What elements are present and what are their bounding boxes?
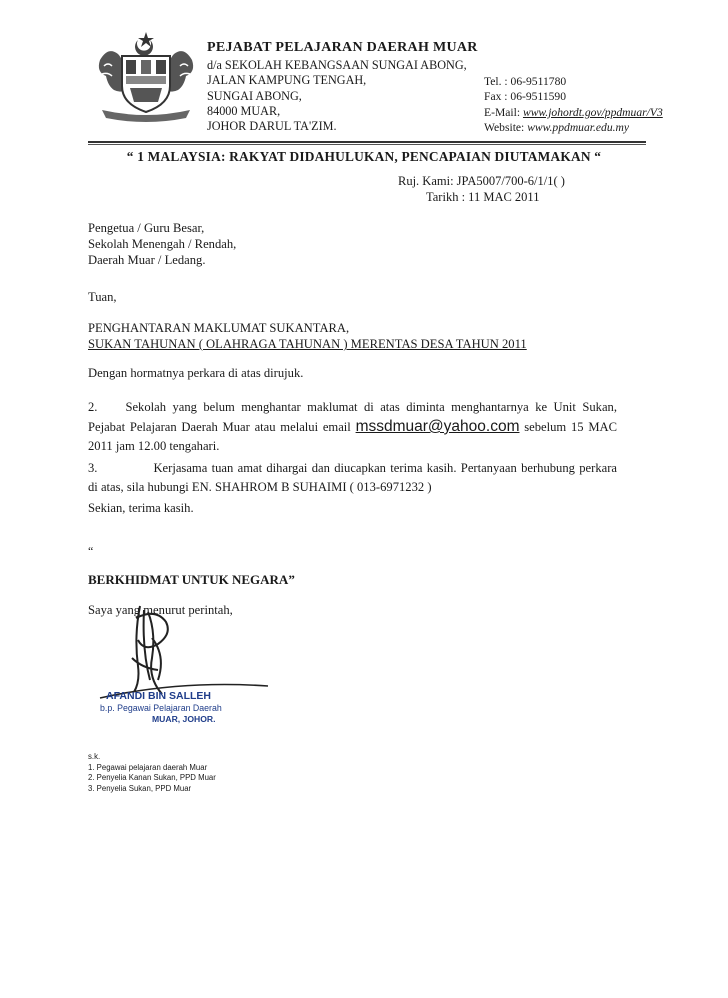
slogan: BERKHIDMAT UNTUK NEGARA” xyxy=(88,572,295,587)
website-label: Website: xyxy=(484,120,528,134)
paragraph-3 xyxy=(88,459,617,497)
copies-item: 2. Penyelia Kanan Sukan, PPD Muar xyxy=(88,773,216,783)
salutation: Tuan, xyxy=(88,290,117,304)
address-line: SUNGAI ABONG, xyxy=(207,88,302,103)
paragraph-2 xyxy=(88,398,617,456)
website-line xyxy=(484,120,663,135)
sign-off-line: Saya yang menurut perintah, xyxy=(88,603,233,617)
tel-number: Tel. : 06-9511780 xyxy=(484,75,567,88)
email-label: E-Mail: xyxy=(484,105,523,119)
office-address xyxy=(207,58,467,134)
paragraph-text: Sekolah yang belum menghantar maklumat di atas diminta menghantarnya ke Unit Sukan, Pejabat Pelajaran Daerah Muar atau melalui email xyxy=(88,400,617,434)
reference-number: Ruj. Kami: JPA5007/700-6/1/1( ) xyxy=(398,174,565,188)
address-line: d/a SEKOLAH KEBANGSAAN SUNGAI ABONG, xyxy=(207,58,467,72)
office-contact xyxy=(484,74,663,135)
paragraph-text: Kerjasama tuan amat dihargai dan diucapkan terima kasih. Pertanyaan berhubung perkara di atas, sila hubungi EN. SHAHROM B SUHAIMI ( 013-6971232 ) xyxy=(88,461,617,494)
fax-number: Fax : 06-9511590 xyxy=(484,90,567,104)
copies-label: s.k. xyxy=(88,752,101,761)
contact-email-link[interactable]: mssdmuar@yahoo.com xyxy=(355,418,520,435)
letter-date: Tarikh : 11 MAC 2011 xyxy=(426,189,540,204)
copies-list xyxy=(88,752,216,794)
header-divider xyxy=(88,141,646,143)
paragraph-number: 3. xyxy=(88,461,98,475)
copies-item: 1. Pegawai pelajaran daerah Muar xyxy=(88,762,208,772)
recipient-line: Sekolah Menengah / Rendah, xyxy=(88,237,237,251)
header-divider-thin xyxy=(88,144,646,145)
recipient-line: Pengetua / Guru Besar, xyxy=(88,221,205,235)
subject-line: PENGHANTARAN MAKLUMAT SUKANTARA, xyxy=(88,321,350,335)
reference-block xyxy=(398,174,565,205)
email-line xyxy=(484,105,663,120)
address-line: JALAN KAMPUNG TENGAH, xyxy=(207,73,367,88)
signatory-location: MUAR, JOHOR. xyxy=(152,714,216,724)
paragraph-1: Dengan hormatnya perkara di atas dirujuk. xyxy=(88,366,304,380)
address-line: 84000 MUAR, xyxy=(207,103,281,118)
subject-line-underlined: SUKAN TAHUNAN ( OLAHRAGA TAHUNAN ) MERENTAS DESA TAHUN 2011 xyxy=(88,337,527,351)
closing: Sekian, terima kasih. xyxy=(88,501,194,515)
email-link[interactable]: www.johordt.gov/ppdmuar/V3 xyxy=(522,105,663,119)
coat-of-arms-logo xyxy=(88,30,204,126)
open-quote: “ xyxy=(88,544,94,558)
address-line: JOHOR DARUL TA'ZIM. xyxy=(207,119,337,134)
signatory-name: AFANDI BIN SALLEH xyxy=(106,690,211,702)
motto: “ 1 MALAYSIA: RAKYAT DIDAHULUKAN, PENCAPAIAN DIUTAMAKAN “ xyxy=(126,149,602,164)
office-name: PEJABAT PELAJARAN DAERAH MUAR xyxy=(207,40,478,55)
paragraph-text: sebelum 15 MAC 2011 jam 12.00 tengahari. xyxy=(88,420,618,453)
recipient-line: Daerah Muar / Ledang. xyxy=(88,253,206,267)
recipient-block xyxy=(88,220,236,268)
signatory-title: b.p. Pegawai Pelajaran Daerah xyxy=(100,703,222,713)
subject-block xyxy=(88,320,527,352)
website-link[interactable]: www.ppdmuar.edu.my xyxy=(527,120,630,134)
copies-item: 3. Penyelia Sukan, PPD Muar xyxy=(88,783,192,793)
paragraph-number: 2. xyxy=(88,400,98,414)
